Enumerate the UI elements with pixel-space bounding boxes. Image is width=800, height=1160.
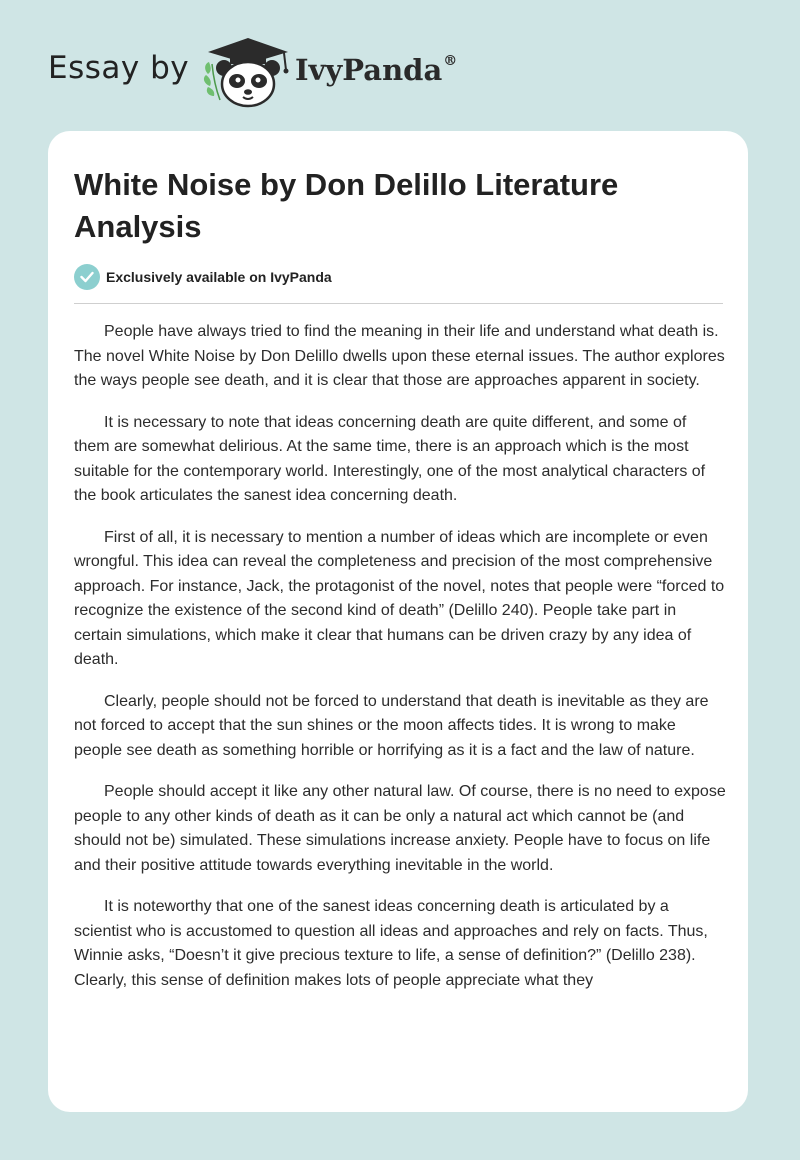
paragraph: Clearly, people should not be forced to understand that death is inevitable as they are not forced to accept that the sun shines or the moon affects tides. It is wrong to make people see death as something horrible or horrifying as it is a fact and the law of nature. — [74, 692, 709, 759]
paragraph: It is necessary to note that ideas concerning death are quite different, and some of them are somewhat delirious. At the same time, there is an approach which is the most suitable for the contemporary world. Interestingly, one of the most analytical characters of the book articulates the sanest idea concerning death. — [74, 413, 706, 504]
paragraph: First of all, it is necessary to mention a number of ideas which are incomplete or even wrongful. This idea can reveal the completeness and precision of the most comprehensive approach. For instance, Jack, the protagonist of the novel, notes that people were “forced to recognize the existence of the second kind of death” (Delillo 240). People take part in certain simulations, which make it clear that humans can be driven crazy by any idea of death. — [74, 528, 725, 668]
exclusive-badge — [74, 264, 332, 290]
site-header — [0, 0, 800, 120]
essay-body — [74, 320, 726, 1010]
page-title: White Noise by Don Delillo Literature Analysis — [74, 167, 619, 244]
paragraph: People have always tried to find the meaning in their life and understand what death is. The novel White Noise by Don Delillo dwells upon these eternal issues. The author explores the ways people see death, and it is clear that those are approaches apparent in society. — [74, 323, 725, 389]
registered-mark: ® — [443, 53, 458, 70]
divider — [74, 303, 723, 304]
panda-graduate-icon[interactable] — [200, 34, 292, 108]
essay-by-label: Essay by — [48, 50, 190, 86]
brand-text: IvyPanda — [295, 53, 443, 87]
paragraph: People should accept it like any other natural law. Of course, there is no need to expose people to any other kinds of death as it can be only a natural act which cannot be (and should not be) simulated. These simulations increase anxiety. People have to focus on life and their positive attitude towards everything inevitable in the world. — [74, 783, 726, 874]
paragraph: It is noteworthy that one of the sanest ideas concerning death is articulated by a scientist who is accustomed to question all ideas and approaches and rely on facts. Thus, Winnie asks, “Doesn’t it give precious texture to life, a sense of definition?” (Delillo 238). Clearly, this sense of definition makes lots of people appreciate what they — [74, 898, 708, 989]
essay-card — [48, 131, 748, 1112]
brand-name[interactable] — [295, 53, 457, 87]
check-circle-icon — [74, 264, 100, 290]
exclusive-label: Exclusively available on IvyPanda — [106, 269, 332, 285]
